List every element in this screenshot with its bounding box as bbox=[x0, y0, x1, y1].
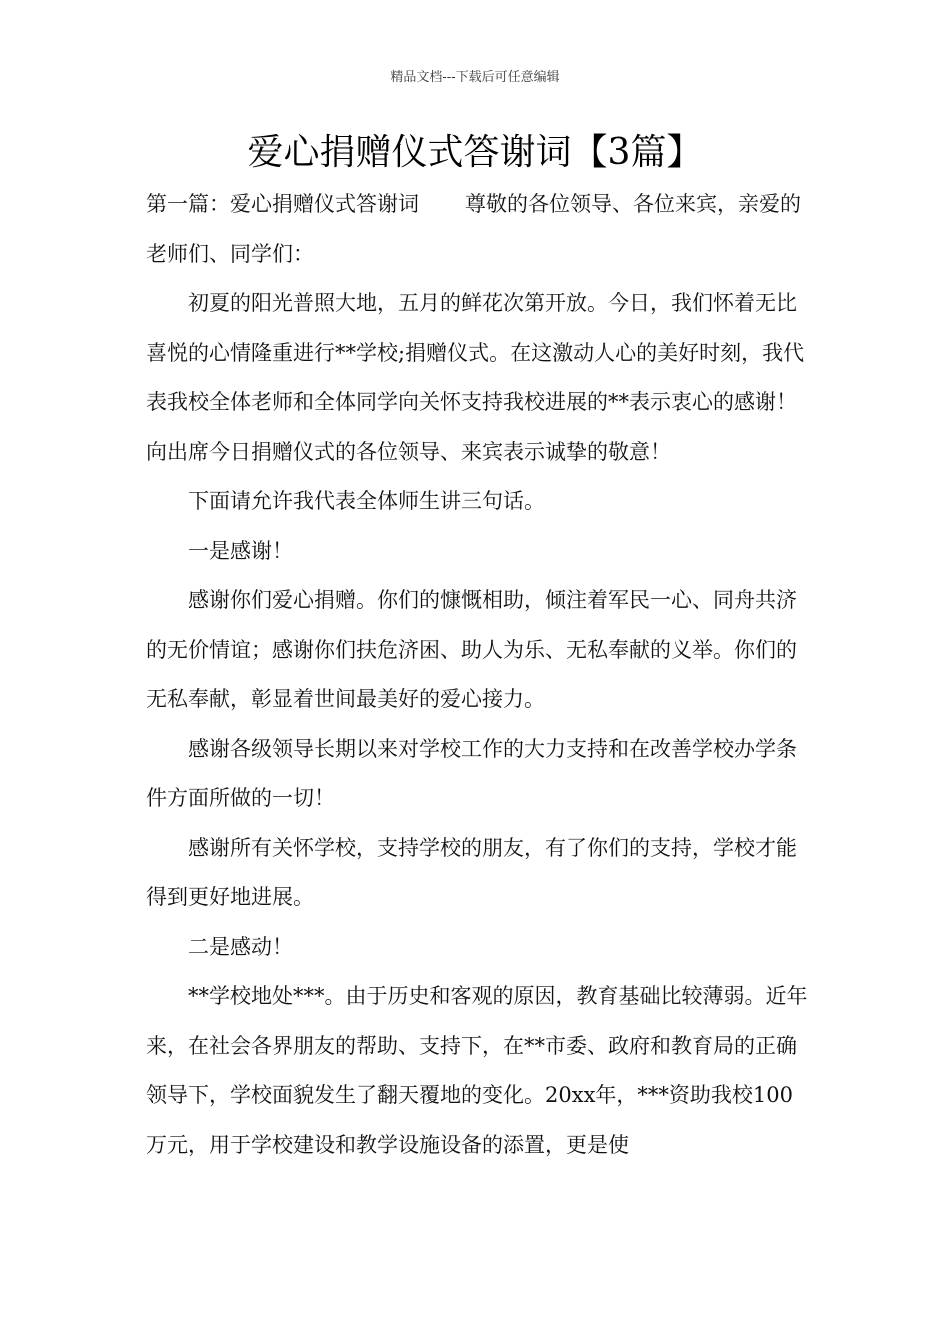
paragraph: 初夏的阳光普照大地，五月的鲜花次第开放。今日，我们怀着无比喜悦的心情隆重进行**学校;捐赠仪式。在这激动人心的美好时刻，我代表我校全体老师和全体同学向关怀支持我校进展的**表示衷心的感谢！向出席今日捐赠仪式的各位领导、来宾表示诚挚的敬意！ bbox=[146, 291, 805, 464]
paragraph: 二是感动！ bbox=[188, 934, 293, 959]
document-body bbox=[146, 180, 810, 1170]
intro-paragraph bbox=[146, 180, 810, 279]
header-note: 精品文档---下载后可任意编辑 bbox=[390, 70, 560, 85]
document-title: 爱心捐赠仪式答谢词【3篇】 bbox=[247, 132, 703, 173]
paragraph: 感谢所有关怀学校，支持学校的朋友，有了你们的支持，学校才能得到更好地进展。 bbox=[146, 835, 797, 909]
paragraph: 一是感谢！ bbox=[188, 538, 293, 563]
paragraph: **学校地处***。由于历史和客观的原因，教育基础比较薄弱。近年来，在社会各界朋友的帮助、支持下，在**市委、政府和教育局的正确领导下，学校面貌发生了翻天覆地的变化。20xx年，***资助我校100万元，用于学校建设和教学设施设备的添置，更是使 bbox=[146, 984, 808, 1157]
section-heading: 第一篇：爱心捐赠仪式答谢词 bbox=[146, 192, 419, 216]
paragraph: 下面请允许我代表全体师生讲三句话。 bbox=[188, 489, 545, 513]
greeting: 尊敬的各位领导、各位来宾，亲爱的老师们、同学们： bbox=[146, 192, 801, 266]
paragraph: 感谢各级领导长期以来对学校工作的大力支持和在改善学校办学条件方面所做的一切！ bbox=[146, 736, 797, 810]
paragraph: 感谢你们爱心捐赠。你们的慷慨相助，倾注着军民一心、同舟共济的无价情谊；感谢你们扶危济困、助人为乐、无私奉献的义举。你们的无私奉献，彰显着世间最美好的爱心接力。 bbox=[146, 588, 797, 711]
